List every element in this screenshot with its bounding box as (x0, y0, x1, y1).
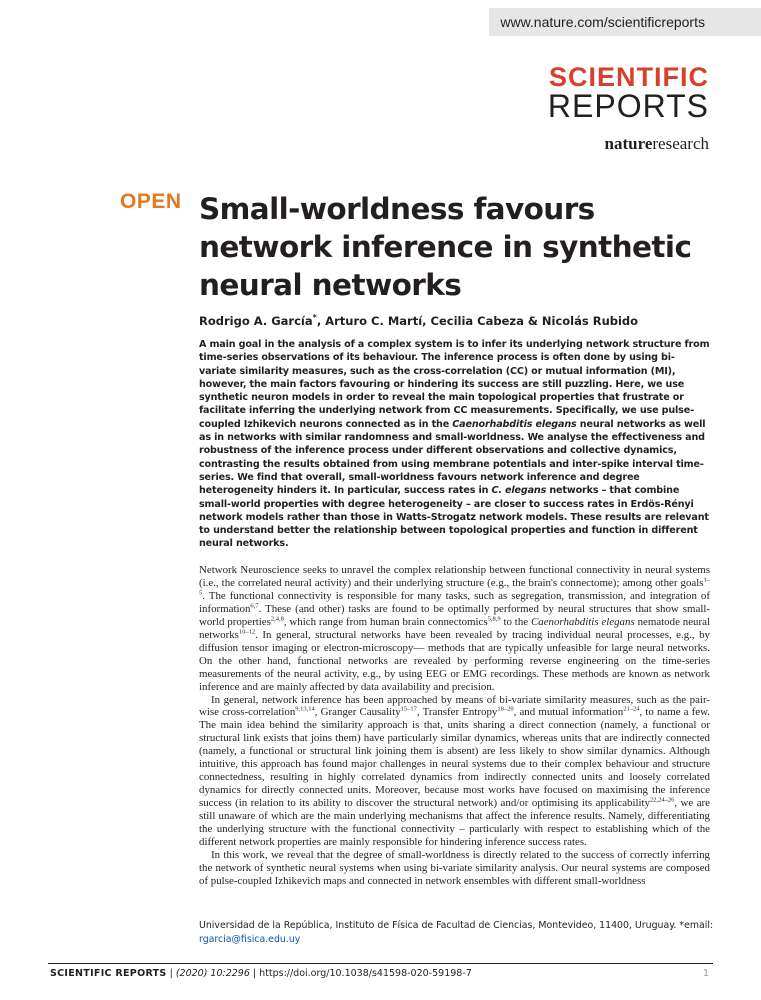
body-text: , Transfer Entropy (416, 706, 498, 719)
citation-ref[interactable]: 1–5 (199, 576, 710, 597)
body-text: , we are still unaware of which are the main underlying mechanisms that affect the inference results. Namely, differentiating the underlying structure with the functional connectivity – particularly with respect to establishing which of the different network properties are mainly responsible for hindering inference success rates. (199, 797, 710, 849)
publisher-logo-bold: nature (604, 134, 653, 153)
corresponding-author-mark: * (312, 313, 317, 322)
footer-citation: (2020) 10:2296 (175, 968, 250, 979)
abstract-text: neural networks as well as in networks with similar randomness and small-worldness. We analyse the effectiveness and robustness of the inference process under different observations and collective dynamics, contrasting the results obtained from using membrane potentials and inter-spike interval time-series. We find that overall, small-worldness favours network inference and degree heterogeneity hinders it. In particular, success rates in (199, 418, 706, 497)
abstract-text: A main goal in the analysis of a complex system is to infer its underlying network structure from time-series observations of its behaviour. The inference process is often done by using bi-variate similarity measures, such as the cross-correlation (CC) or mutual information (MI), however, the main factors favouring or hindering its success are still puzzling. Here, we use synthetic neuron models in order to reveal the main topological properties that frustrate or facilitate inferring the underlying network from CC measurements. Specifically, we use pulse-coupled Izhikevich neurons connected as in the (199, 339, 710, 430)
body-text: , to name a few. The main idea behind the similarity approach is that, units sharing a direct connection (namely, a functional or structural link exists that joins them) have particularly similar dynamics, whereas units that are indirectly connected (namely, a functional or structural link joining them is absent) are less likely to show similar dynamics. Although intuitive, this approach has found major challenges in neural systems due to their complex behaviour and structure connectedness, resulting in highly correlated dynamics from indirectly connected units and loosely correlated dynamics for directly connected units. Moreover, because most works have focused on maximising the inference success (in relation to its ability to discover the structural network) and/or optimising its applicability (199, 706, 711, 810)
body-text: , Granger Causality (314, 706, 401, 719)
citation-ref[interactable]: 5,8,9 (487, 615, 501, 623)
article-body (199, 564, 710, 888)
affiliation-text: Universidad de la República, Instituto de Física de Facultad de Ciencias, Montevideo, 11400, Uruguay. *email: (199, 920, 714, 931)
body-text: , which range from human brain connectomics (283, 615, 488, 628)
open-access-label: OPEN (120, 190, 182, 213)
publisher-logo (605, 134, 709, 154)
journal-logo-reports: REPORTS (547, 88, 709, 124)
article-title: Small-worldness favours network inference in synthetic neural networks (199, 192, 692, 302)
affiliation (199, 919, 714, 947)
abstract-species: Caenorhabditis elegans (452, 418, 577, 430)
body-text: Network Neuroscience seeks to unravel the complex relationship between functional connectivity in neural systems (i.e., the correlated neural activity) and their underlying structure (e.g., the brain's connectome); among other goals (199, 564, 710, 589)
author-list (199, 313, 638, 328)
abstract (199, 338, 711, 551)
other-authors[interactable]: , Arturo C. Martí, Cecilia Cabeza & Nicolás Rubido (316, 313, 639, 328)
footer-doi[interactable]: | https://doi.org/10.1038/s41598-020-59198-7 (249, 968, 472, 979)
body-text: to the (500, 615, 531, 628)
citation-ref[interactable]: 21–24 (623, 705, 640, 713)
citation-ref[interactable]: 15–17 (400, 705, 417, 713)
body-paragraph-1 (199, 564, 710, 694)
citation-ref[interactable]: 22,24–26 (650, 796, 675, 804)
citation-ref[interactable]: 2,4,8 (270, 615, 284, 623)
footer (50, 968, 472, 979)
body-paragraph-2 (199, 694, 710, 849)
citation-ref[interactable]: 18–20 (497, 705, 514, 713)
journal-logo-scientific: SCIENTIFIC (548, 62, 709, 92)
body-text: . The functional connectivity is responsible for many tasks, such as segregation, transmission, and integration of information (199, 589, 710, 615)
email-link[interactable]: rgarcia@fisica.edu.uy (199, 934, 301, 945)
body-text: . In general, structural networks have been revealed by tracing individual neural processes, e.g., by diffusion tensor imaging or electron-microscopy— methods that are typically unfeasible for large neural networks. On the other hand, functional networks are revealed by performing reverse engineering on the time-series measurements of the neural activity, e.g., by using EEG or EMG recordings. These methods are known as network inference and are mainly affected by data availability and precision. (199, 628, 710, 693)
abstract-species: C. elegans (491, 485, 547, 497)
footer-divider (48, 963, 713, 964)
page-number: 1 (702, 968, 709, 979)
body-text: , and mutual information (513, 706, 624, 719)
footer-journal: SCIENTIFIC REPORTS (50, 968, 167, 979)
publisher-logo-light: research (652, 134, 709, 153)
abstract-text: networks – that combine small-world properties with degree heterogeneity – are closer to success rates in Erdös-Rényi network models rather than those in Watts-Strogatz network models. These results are relevant to understand better the relationship between topological properties and function in different neural networks. (199, 485, 709, 550)
species-name: Caenorhabditis elegans (530, 615, 635, 628)
citation-ref[interactable]: 9,13,14 (295, 705, 315, 713)
body-text: . These (and other) tasks are found to be optimally performed by neural structures that show small-world properties (199, 602, 710, 628)
journal-url[interactable]: www.nature.com/scientificreports (500, 14, 705, 30)
citation-ref[interactable]: 6,7 (250, 602, 259, 610)
first-author[interactable]: Rodrigo A. García (199, 313, 313, 328)
body-text: nematode neural networks (199, 615, 710, 641)
footer-separator: | (166, 968, 176, 979)
body-paragraph-3: In this work, we reveal that the degree of small-worldness is directly related to the success of correctly inferring the network of synthetic neural systems when using bi-variate similarity analysis. Our neural systems are composed of pulse-coupled Izhikevich maps and connected in network ensembles with different small-worldness (199, 848, 710, 887)
citation-ref[interactable]: 10–12 (238, 628, 256, 636)
body-text: In general, network inference has been approached by means of bi-variate similarity measures, such as the pair-wise cross-correlation (199, 693, 710, 719)
